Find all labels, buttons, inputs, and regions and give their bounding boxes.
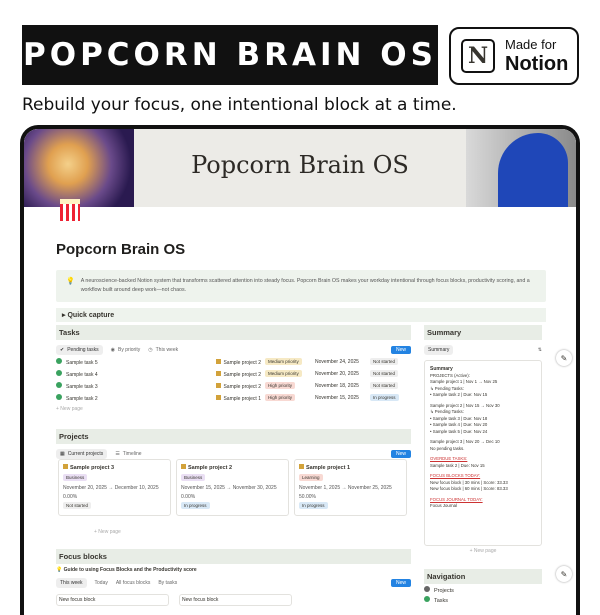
task-row[interactable]: [56, 368, 411, 380]
priority-badge: High priority: [265, 382, 295, 389]
tab-summary[interactable]: [424, 345, 453, 355]
tab-label: This week: [60, 580, 83, 586]
tab-pending-tasks[interactable]: [56, 345, 103, 355]
summary-line: Sample project 2 | Nov 15 → Nov 30: [430, 402, 500, 408]
status-badge: Not started: [370, 370, 398, 377]
summary-heading: Summary: [424, 325, 542, 340]
task-project: [206, 383, 261, 390]
popcorn-icon: [60, 199, 80, 221]
notion-window: [20, 125, 580, 615]
summary-line: • Sample task 3 | Due: Nov 18: [430, 415, 488, 421]
check-circle-icon: ✔: [60, 347, 65, 353]
folder-icon: [216, 371, 221, 376]
priority-badge: High priority: [265, 394, 295, 401]
check-circle-icon: [56, 394, 62, 400]
notion-logo-icon: N: [461, 39, 495, 73]
project-progress: 0.00%: [181, 494, 196, 500]
nav-label: Tasks: [434, 598, 449, 604]
task-name: Sample task 3: [66, 384, 98, 390]
summary-line: Sample project 1 | Nov 1 → Nov 25: [430, 379, 498, 384]
project-dates: November 1, 2025 → November 25, 2025: [299, 485, 392, 491]
description-callout: [56, 270, 546, 302]
project-progress: 50.00%: [299, 494, 316, 500]
tab-this-week[interactable]: [56, 578, 87, 588]
tagline: Rebuild your focus, one intentional block at a time.: [22, 95, 457, 115]
status-badge: Not started: [63, 502, 91, 509]
focus-card[interactable]: New focus block: [56, 594, 169, 606]
callout-text: A neuroscience-backed Notion system that transforms scattered attention into steady focus. Popcorn Brain OS makes your workday intentional through focus blocks, productivity scoring, and a workflow built around deep work—not chaos.: [80, 278, 530, 293]
status-badge: In progress: [370, 394, 399, 401]
project-label: Sample project 2: [223, 371, 261, 378]
folder-icon: [181, 464, 186, 469]
tab-today[interactable]: [95, 580, 108, 586]
new-focus-button[interactable]: New: [391, 579, 411, 587]
tasks-section: [56, 325, 411, 412]
tab-label: All focus blocks: [115, 580, 151, 586]
project-tag: Business: [63, 474, 87, 481]
nav-item-tasks[interactable]: [424, 596, 542, 604]
task-name: Sample task 4: [66, 372, 98, 378]
quick-capture-label: Quick capture: [67, 312, 115, 319]
new-project-button[interactable]: New: [391, 450, 411, 458]
task-row[interactable]: [56, 356, 411, 368]
task-date: November 18, 2025: [315, 383, 359, 389]
tab-all-focus-blocks[interactable]: [116, 580, 150, 586]
project-label: Sample project 2: [223, 383, 261, 390]
summary-line: • Sample task 2 | Due: Nov 15: [430, 392, 488, 397]
folder-icon: [299, 464, 304, 469]
tab-label: Current projects: [67, 451, 104, 457]
summary-card[interactable]: [424, 360, 542, 546]
clock-icon: ◷: [148, 347, 153, 353]
summary-line: ↳ Pending Tasks:: [430, 385, 464, 391]
tab-label: By tasks: [158, 580, 178, 586]
folder-icon: [424, 586, 430, 592]
folder-icon: [216, 359, 221, 364]
badge-small-text: Made for: [505, 37, 557, 52]
tab-this-week[interactable]: [148, 347, 178, 353]
navigation-heading: Navigation: [424, 569, 542, 584]
projects-heading: Projects: [56, 429, 411, 444]
task-project: [206, 395, 261, 402]
summary-line: FOCUS JOURNAL TODAY:: [430, 496, 483, 502]
task-date: November 20, 2025: [315, 371, 359, 377]
project-card[interactable]: [294, 459, 407, 516]
tab-by-priority[interactable]: [111, 347, 141, 353]
focus-card[interactable]: New focus block: [179, 594, 292, 606]
task-project: [206, 359, 261, 366]
focus-guide-toggle[interactable]: 💡 Guide to using Focus Blocks and the Productivity score: [56, 567, 197, 573]
task-name: Sample task 2: [66, 396, 98, 402]
check-circle-icon: [56, 370, 62, 376]
project-name: Sample project 1: [306, 465, 351, 471]
tab-timeline[interactable]: [115, 451, 141, 457]
navigation-section: [424, 569, 542, 604]
summary-line: OVERDUE TASKS:: [430, 456, 468, 461]
tasks-new-page[interactable]: + New page: [56, 406, 83, 412]
check-icon: [424, 596, 430, 602]
page-title: Popcorn Brain OS: [56, 241, 186, 258]
product-title-banner: [22, 25, 438, 85]
status-badge: In progress: [299, 502, 328, 509]
project-label: Sample project 1: [223, 395, 261, 402]
summary-line: Focus Journal: [430, 503, 457, 508]
product-title: POPCORN BRAIN OS: [23, 37, 437, 73]
tab-label: This week: [155, 347, 179, 353]
timeline-icon: ☰: [115, 451, 120, 457]
summary-line: PROJECTS (Active):: [430, 372, 470, 378]
project-tag: Business: [181, 474, 205, 481]
tasks-heading: Tasks: [56, 325, 411, 340]
task-row[interactable]: [56, 392, 411, 404]
summary-line: • Sample task 4 | Due: Nov 20: [430, 422, 488, 427]
nav-item-projects[interactable]: [424, 586, 542, 594]
priority-badge: Medium priority: [265, 370, 302, 377]
project-label: Sample project 2: [223, 359, 261, 366]
new-task-button[interactable]: New: [391, 346, 411, 354]
folder-icon: [63, 464, 68, 469]
summary-new-page[interactable]: + New page: [469, 548, 497, 554]
tasks-list: [56, 356, 411, 404]
status-badge: In progress: [181, 502, 210, 509]
project-name: Sample project 3: [70, 465, 115, 471]
project-card[interactable]: [176, 459, 289, 516]
tab-label: By priority: [118, 347, 141, 353]
quick-capture-toggle[interactable]: ▸ Quick capture: [56, 308, 546, 322]
task-name: Sample task 5: [66, 360, 98, 366]
edit-pencil-icon[interactable]: ✎: [556, 566, 572, 582]
project-dates: November 20, 2025 → December 10, 2025: [63, 485, 159, 491]
tab-label: Pending tasks: [67, 347, 99, 353]
summary-line: No pending tasks.: [430, 445, 465, 451]
check-circle-icon: [56, 358, 62, 364]
focus-guide-label: Guide to using Focus Blocks and the Productivity score: [63, 567, 197, 573]
summary-line: New focus block | 60 mins | Score: 83.33: [430, 486, 508, 491]
check-circle-icon: [56, 382, 62, 388]
status-badge: Not started: [370, 358, 398, 365]
banner-title: Popcorn Brain OS: [191, 151, 409, 179]
project-dates: November 15, 2025 → November 30, 2025: [181, 485, 277, 491]
tab-current-projects[interactable]: [56, 449, 107, 459]
project-name: Sample project 2: [188, 465, 233, 471]
summary-line: New focus block | 30 mins | Score: 33.33: [430, 479, 508, 485]
priority-icon: ◉: [110, 347, 115, 353]
lightbulb-icon: 💡: [66, 278, 75, 285]
priority-badge: Medium priority: [265, 358, 302, 365]
tab-by-tasks[interactable]: [158, 580, 177, 586]
summary-line: Sample project 3 | Nov 20 → Dec 10: [430, 439, 500, 444]
tab-label: Timeline: [122, 451, 142, 457]
project-tag: Learning: [299, 474, 323, 481]
summary-line: • Sample task 5 | Due: Nov 24: [430, 428, 488, 434]
tab-label: Summary: [428, 347, 450, 353]
summary-line: ↳ Pending Tasks:: [430, 409, 464, 414]
summary-section: [424, 325, 542, 554]
task-project: [206, 371, 261, 378]
task-row[interactable]: [56, 380, 411, 392]
folder-icon: [216, 383, 221, 388]
edit-pencil-icon[interactable]: ✎: [556, 350, 572, 366]
task-date: November 15, 2025: [315, 395, 359, 401]
projects-section: [56, 429, 411, 460]
summary-line: FOCUS BLOCKS TODAY:: [430, 473, 481, 478]
cover-banner: [24, 129, 576, 207]
nav-label: Projects: [434, 588, 454, 594]
tab-label: Today: [94, 580, 108, 586]
projects-new-page[interactable]: + New page: [94, 529, 121, 535]
summary-card-title: Summary: [430, 366, 453, 372]
focus-section: [56, 549, 411, 606]
summary-line: Sample task 2 | Due: Nov 15: [430, 462, 485, 468]
filter-icon[interactable]: ⇅: [537, 347, 542, 353]
folder-icon: ▦: [60, 451, 65, 457]
folder-icon: [216, 395, 221, 400]
project-progress: 0.00%: [63, 494, 78, 500]
task-date: November 24, 2025: [315, 359, 359, 365]
focus-heading: Focus blocks: [56, 549, 411, 564]
project-card[interactable]: [58, 459, 171, 516]
badge-big-text: Notion: [505, 53, 569, 75]
made-for-notion-badge: [449, 27, 579, 85]
status-badge: Not started: [370, 382, 398, 389]
